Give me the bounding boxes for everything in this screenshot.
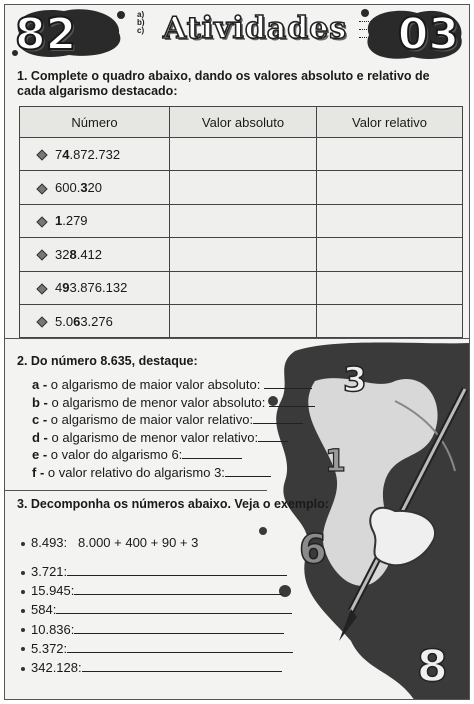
worksheet [4, 4, 470, 700]
number-cell: 1.279 [20, 204, 170, 237]
answer-line[interactable] [269, 394, 315, 407]
answer-line[interactable] [74, 621, 284, 634]
list-item: a - o algarismo de maior valor absoluto: [32, 376, 315, 394]
bullet-icon [21, 647, 25, 651]
question-2-list [32, 376, 315, 482]
option-b: b) [137, 18, 145, 27]
diamond-icon [36, 283, 47, 294]
bullet-icon [21, 628, 25, 632]
art-digit-3: 3 [343, 360, 367, 400]
column-header-absolute: Valor absoluto [170, 107, 317, 138]
relative-value-input[interactable] [317, 204, 463, 237]
example-answer: 8.000 + 400 + 90 + 3 [78, 535, 199, 550]
answer-line[interactable] [74, 582, 282, 595]
absolute-value-input[interactable] [170, 204, 317, 237]
header-options [137, 11, 145, 35]
section-divider [5, 490, 267, 491]
column-header-relative: Valor relativo [317, 107, 463, 138]
page-title: Atividades [163, 11, 348, 46]
number-cell: 5.063.276 [20, 304, 170, 337]
option-c: c) [137, 26, 145, 35]
column-header-number: Número [20, 107, 170, 138]
header-left-number: 82 [15, 9, 77, 60]
list-item: 10.836: [21, 620, 293, 639]
diamond-icon [36, 216, 47, 227]
highlighted-digit: 3 [80, 180, 88, 196]
diamond-icon [36, 150, 47, 161]
table-row [20, 171, 463, 204]
art-digit-6: 6 [299, 527, 327, 573]
question-3-title: 3. Decomponha os números abaixo. Veja o exemplo: [17, 497, 329, 511]
absolute-value-input[interactable] [170, 271, 317, 304]
header [5, 5, 469, 63]
question-3-list [21, 562, 293, 677]
highlighted-digit: 1 [55, 213, 63, 229]
highlighted-digit: 6 [73, 313, 81, 329]
header-right-number: 03 [397, 9, 459, 60]
question-2-title: 2. Do número 8.635, destaque: [17, 354, 198, 368]
relative-value-input[interactable] [317, 238, 463, 271]
number-cell: 493.876.132 [20, 271, 170, 304]
table-row [20, 238, 463, 271]
art-digit-8: 8 [417, 641, 448, 692]
list-item: f - o valor relativo do algarismo 3: [32, 464, 315, 482]
list-item: d - o algarismo de menor valor relativo: [32, 429, 315, 447]
absolute-value-input[interactable] [170, 138, 317, 171]
answer-line[interactable] [264, 376, 312, 389]
answer-line[interactable] [253, 411, 303, 424]
option-a: a) [137, 10, 145, 19]
list-item: 342.128: [21, 658, 293, 677]
list-item: b - o algarismo de menor valor absoluto: [32, 394, 315, 412]
answer-line[interactable] [67, 563, 287, 576]
bullet-icon [21, 571, 25, 575]
relative-value-input[interactable] [317, 304, 463, 337]
highlighted-digit: 4 [62, 146, 70, 162]
question-1-title: 1. Complete o quadro abaixo, dando os valores absoluto e relativo de cada algarismo destacado: [17, 69, 430, 98]
list-item: e - o valor do algarismo 6: [32, 446, 315, 464]
art-digit-1: 1 [325, 444, 346, 479]
table-row [20, 138, 463, 171]
highlighted-digit: 8 [69, 246, 77, 262]
number-cell: 328.412 [20, 238, 170, 271]
example-row: 8.493: 8.000 + 400 + 90 + 3 [21, 535, 198, 550]
number-cell: 74.872.732 [20, 138, 170, 171]
list-item: 15.945: [21, 581, 293, 600]
list-item: 3.721: [21, 562, 293, 581]
answer-line[interactable] [182, 446, 242, 459]
answer-line[interactable] [82, 659, 282, 672]
relative-value-input[interactable] [317, 271, 463, 304]
relative-value-input[interactable] [317, 171, 463, 204]
bullet-icon [21, 542, 25, 546]
list-item: 5.372: [21, 639, 293, 658]
absolute-value-input[interactable] [170, 238, 317, 271]
highlighted-digit: 9 [62, 280, 70, 296]
diamond-icon [36, 183, 47, 194]
absolute-value-input[interactable] [170, 171, 317, 204]
list-item: c - o algarismo de maior valor relativo: [32, 411, 315, 429]
diamond-icon [36, 250, 47, 261]
values-table [19, 106, 463, 338]
answer-line[interactable] [258, 429, 288, 442]
section-divider [5, 338, 469, 339]
bullet-icon [21, 609, 25, 613]
number-cell: 600.320 [20, 171, 170, 204]
bullet-icon [21, 667, 25, 671]
bullet-icon [21, 590, 25, 594]
answer-line[interactable] [56, 601, 292, 614]
relative-value-input[interactable] [317, 138, 463, 171]
table-row [20, 304, 463, 337]
answer-line[interactable] [67, 640, 293, 653]
table-row [20, 204, 463, 237]
table-row [20, 271, 463, 304]
answer-line[interactable] [225, 464, 271, 477]
list-item: 584: [21, 600, 293, 619]
diamond-icon [36, 317, 47, 328]
absolute-value-input[interactable] [170, 304, 317, 337]
